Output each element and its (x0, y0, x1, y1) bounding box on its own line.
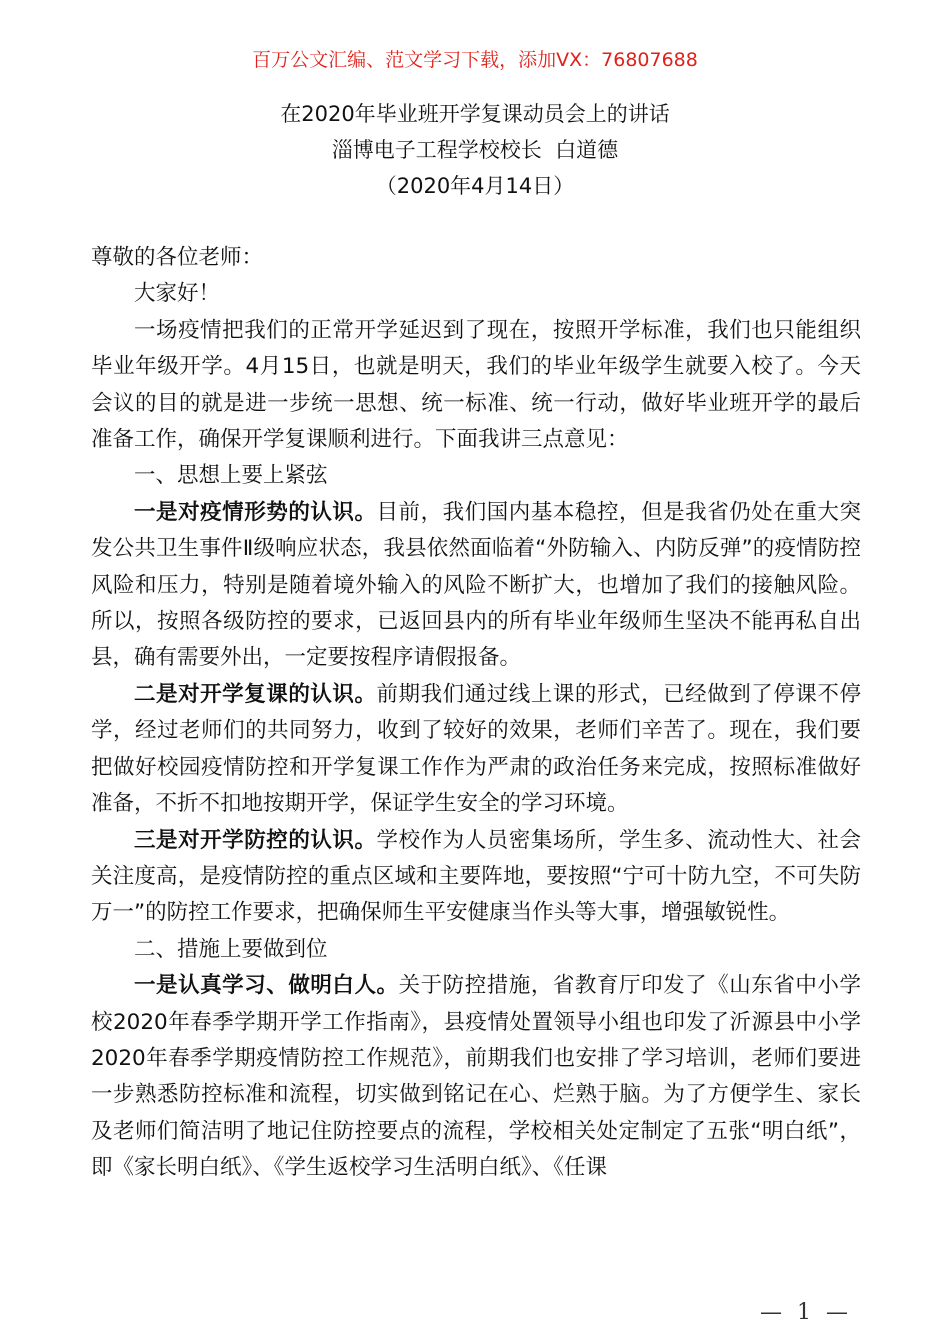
salutation: 尊敬的各位老师： (91, 245, 264, 270)
greeting: 大家好！ (134, 281, 221, 307)
section1-p1-lead: 一是对疫情形势的认识。 (134, 499, 377, 525)
section1-p3-text: 学校作为人员密集场所，学生多、流动性大、社会关注度高，是疫情防控的重点区域和主要阵地，要按照“宁可十防九空，不可失防万一”的防控工作要求，把确保师生平安健康当作头等大事，增强敏锐性。 (91, 827, 861, 926)
document-body (91, 240, 861, 1187)
section2-heading: 二、措施上要做到位 (134, 936, 328, 962)
section1-p2-lead: 二是对开学复课的认识。 (134, 681, 377, 707)
section1-paragraph-3 (91, 823, 861, 932)
header-banner: 百万公文汇编、范文学习下载，添加VX：76807688 (252, 49, 698, 71)
section1-heading: 一、思想上要上紧弦 (134, 463, 328, 489)
section1-paragraph-1 (91, 495, 861, 677)
section1-p3-lead: 三是对开学防控的认识。 (134, 827, 377, 853)
speech-date: （2020年4月14日） (375, 174, 575, 198)
section2-p1-lead: 一是认真学习、做明白人。 (134, 973, 399, 999)
title-block (0, 96, 950, 204)
speaker-line: 淄博电子工程学校校长 白道德 (331, 138, 619, 162)
page-number: — 1 — (760, 1300, 852, 1325)
speech-title: 在2020年毕业班开学复课动员会上的讲话 (280, 102, 670, 126)
section1-p1-text: 目前，我们国内基本稳控，但是我省仍处在重大突发公共卫生事件Ⅱ级响应状态，我县依然面临着“外防输入、内防反弹”的疫情防控风险和压力，特别是随着境外输入的风险不断扩大，也增加了我们的接触风险。所以，按照各级防控的要求，已返回县内的所有毕业年级师生坚决不能再私自出县，确有需要外出，一定要按程序请假报备。 (91, 499, 861, 671)
intro-paragraph: 一场疫情把我们的正常开学延迟到了现在，按照开学标准，我们也只能组织毕业年级开学。4月15日，也就是明天，我们的毕业年级学生就要入校了。今天会议的目的就是进一步统一思想、统一标准、统一行动，做好毕业班开学的最后准备工作，确保开学复课顺利进行。下面我讲三点意见： (91, 317, 861, 453)
section1-paragraph-2 (91, 677, 861, 823)
section1-p2-text: 前期我们通过线上课的形式，已经做到了停课不停学，经过老师们的共同努力，收到了较好的效果，老师们辛苦了。现在，我们要把做好校园疫情防控和开学复课工作作为严肃的政治任务来完成，按照标准做好准备，不折不扣地按期开学，保证学生安全的学习环境。 (91, 681, 861, 817)
section2-p1-text: 关于防控措施，省教育厅印发了《山东省中小学校2020年春季学期开学工作指南》，县疫情处置领导小组也印发了沂源县中小学2020年春季学期疫情防控工作规范》，前期我们也安排了学习培训，老师们要进一步熟悉防控标准和流程，切实做到铭记在心、烂熟于脑。为了方便学生、家长及老师们简洁明了地记住防控要点的流程，学校相关处定制定了五张“明白纸”，即《家长明白纸》、《学生返校学习生活明白纸》、《任课 (91, 973, 861, 1181)
section2-paragraph-1 (91, 968, 861, 1186)
